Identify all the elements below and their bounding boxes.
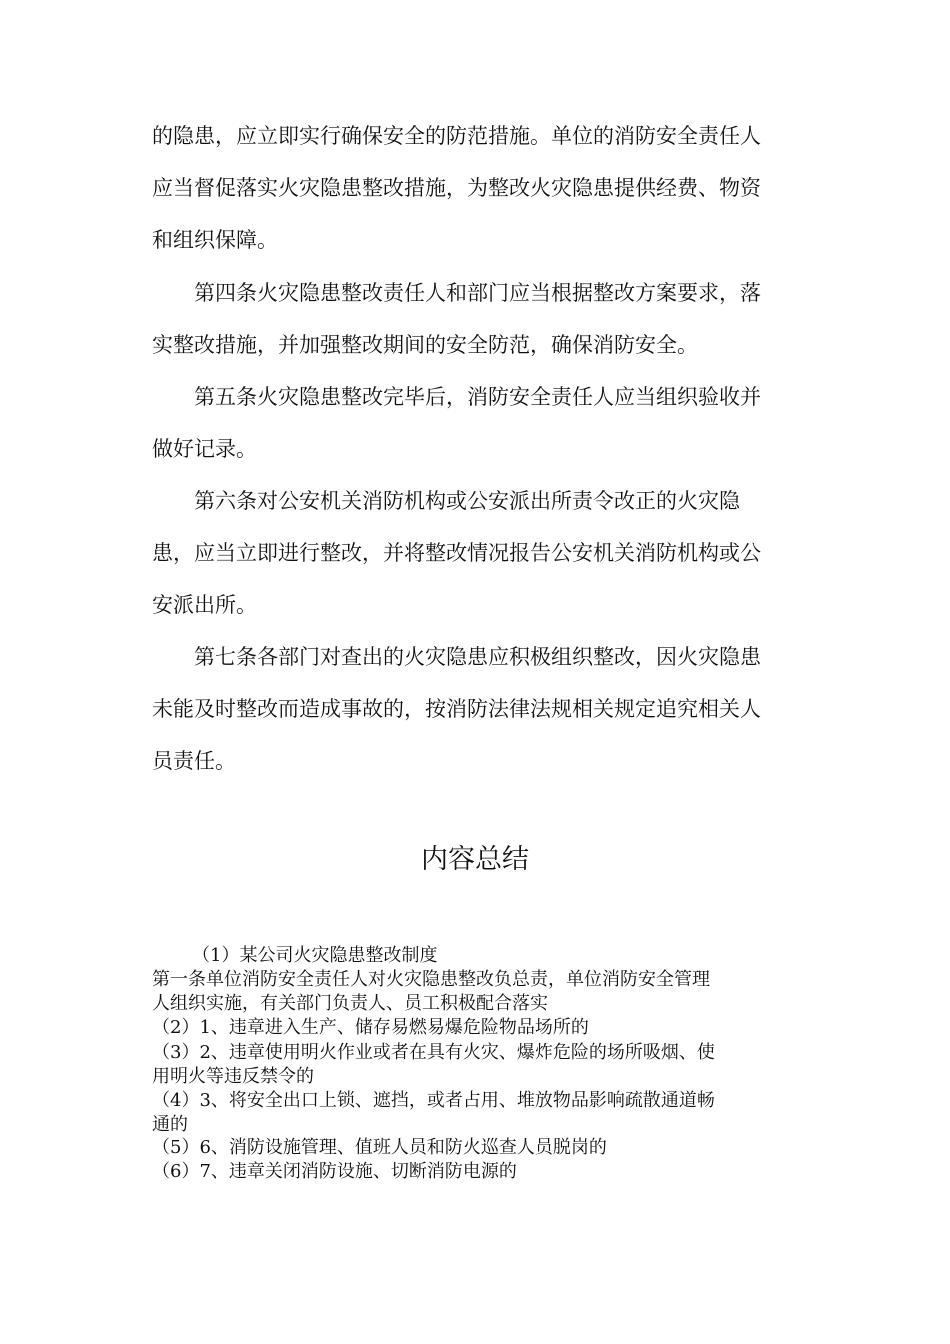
body-line: 第七条各部门对查出的火灾隐患应积极组织整改，因火灾隐患 [194, 645, 761, 669]
body-line: 未能及时整改而造成事故的，按消防法律法规相关规定追究相关人 [152, 697, 761, 721]
summary-line: （4）3、将安全出口上锁、遮挡，或者占用、堆放物品影响疏散通道畅 [152, 1090, 715, 1111]
body-line: 的隐患，应立即实行确保安全的防范措施。单位的消防安全责任人 [152, 124, 761, 148]
body-line: 员责任。 [152, 749, 236, 773]
summary-line: （3）2、违章使用明火作业或者在具有火灾、爆炸危险的场所吸烟、使 [152, 1042, 715, 1063]
body-line: 患，应当立即进行整改，并将整改情况报告公安机关消防机构或公 [152, 541, 761, 565]
body-line: 第六条对公安机关消防机构或公安派出所责令改正的火灾隐 [194, 489, 740, 513]
summary-line: （2）1、违章进入生产、储存易燃易爆危险物品场所的 [152, 1017, 589, 1038]
body-line: 做好记录。 [152, 437, 257, 461]
summary-line: 用明火等违反禁令的 [152, 1066, 314, 1087]
summary-line: 通的 [152, 1114, 188, 1135]
body-line: 第四条火灾隐患整改责任人和部门应当根据整改方案要求，落 [194, 281, 761, 305]
summary-line: （1）某公司火灾隐患整改制度 [192, 945, 438, 966]
body-line: 和组织保障。 [152, 228, 278, 252]
body-line: 实整改措施，并加强整改期间的安全防范，确保消防安全。 [152, 333, 698, 357]
body-line: 应当督促落实火灾隐患整改措施，为整改火灾隐患提供经费、物资 [152, 176, 761, 200]
summary-line: 第一条单位消防安全责任人对火灾隐患整改负总责，单位消防安全管理 [152, 969, 710, 990]
summary-line: （6）7、违章关闭消防设施、切断消防电源的 [152, 1161, 517, 1182]
summary-title: 内容总结 [421, 844, 529, 875]
summary-line: （5）6、消防设施管理、值班人员和防火巡查人员脱岗的 [152, 1137, 607, 1158]
body-line: 安派出所。 [152, 593, 257, 617]
summary-line: 人组织实施，有关部门负责人、员工积极配合落实 [152, 993, 548, 1014]
body-line: 第五条火灾隐患整改完毕后，消防安全责任人应当组织验收并 [194, 385, 761, 409]
